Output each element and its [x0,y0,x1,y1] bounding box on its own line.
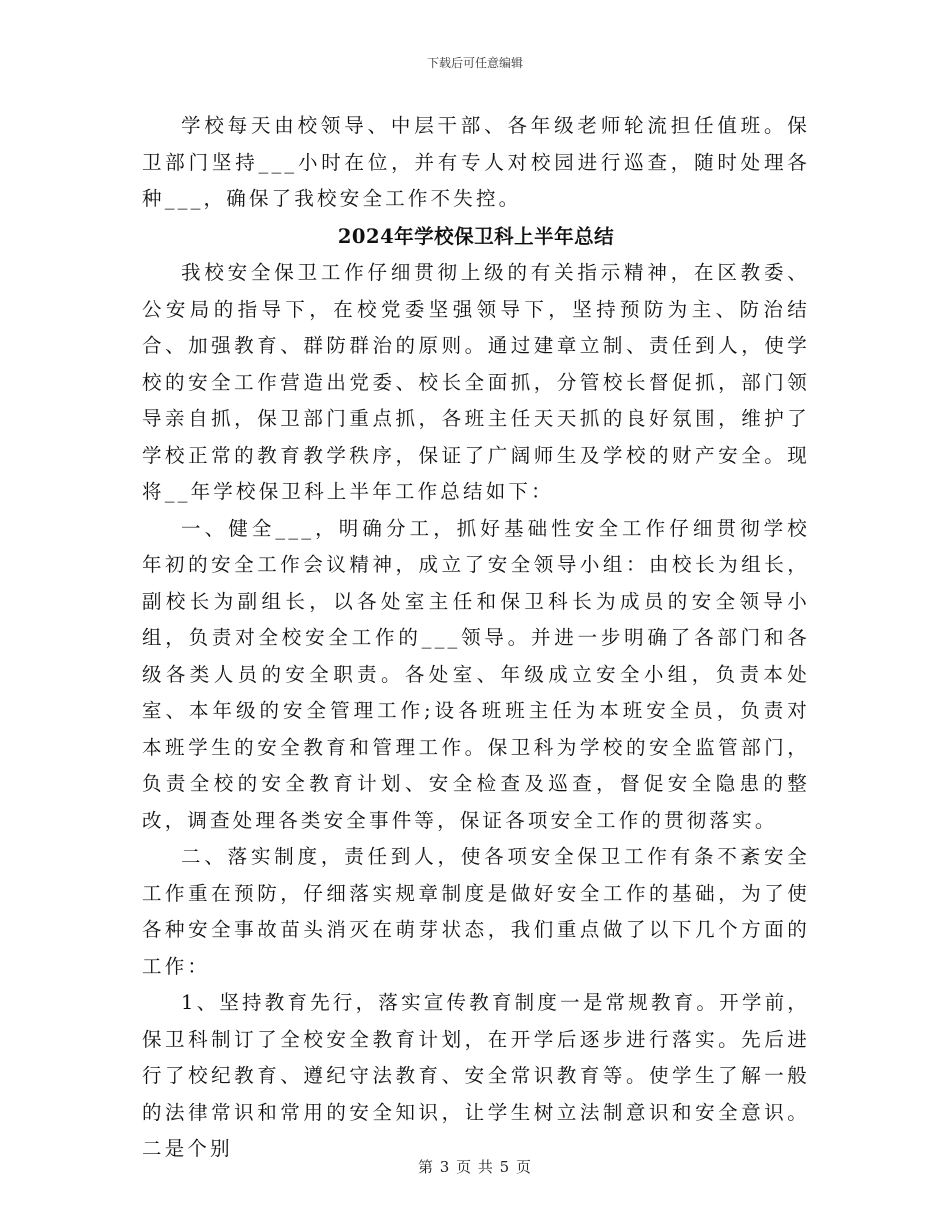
document-title: 2024年学校保卫科上半年总结 [337,224,615,248]
paragraph-2: 一、健全___，明确分工，抓好基础性安全工作仔细贯彻学校年初的安全工作会议精神，成立了安全领导小组：由校长为组长，副校长为副组长，以各处室主任和保卫科长为成员的安全领导小组，负责对全校安全工作的___领导。并进一步明确了各部门和各级各类人员的安全职责。各处室、年级成立安全小组，负责本处室、本年级的安全管理工作;设各班班主任为本班安全员，负责对本班学生的安全教育和管理工作。保卫科为学校的安全监管部门，负责全校的安全教育计划、安全检查及巡查，督促安全隐患的整改，调查处理各类安全事件等，保证各项安全工作的贯彻落实。 [142,516,810,832]
page-indicator: 第 3 页 共 5 页 [418,1158,532,1176]
header-note: 下载后可任意编辑 [426,56,523,70]
document-body [142,108,810,1168]
paragraph-3: 二、落实制度，责任到人，使各项安全保卫工作有条不紊安全工作重在预防，仔细落实规章制度是做好安全工作的基础，为了使各种安全事故苗头消灭在萌芽状态，我们重点做了以下几个方面的工作： [142,845,810,978]
paragraph-4: 1、坚持教育先行，落实宣传教育制度一是常规教育。开学前，保卫科制订了全校安全教育计划，在开学后逐步进行落实。先后进行了校纪教育、遵纪守法教育、安全常识教育等。使学生了解一般的法律常识和常用的安全知识，让学生树立法制意识和安全意识。二是个别 [142,991,810,1160]
intro-paragraph: 学校每天由校领导、中层干部、各年级老师轮流担任值班。保卫部门坚持___小时在位，并有专人对校园进行巡查，随时处理各种___，确保了我校安全工作不失控。 [142,114,810,210]
paragraph-1: 我校安全保卫工作仔细贯彻上级的有关指示精神，在区教委、公安局的指导下，在校党委坚强领导下，坚持预防为主、防治结合、加强教育、群防群治的原则。通过建章立制、责任到人，使学校的安全工作营造出党委、校长全面抓，分管校长督促抓，部门领导亲自抓，保卫部门重点抓，各班主任天天抓的良好氛围，维护了学校正常的教育教学秩序，保证了广阔师生及学校的财产安全。现将__年学校保卫科上半年工作总结如下： [142,261,810,503]
